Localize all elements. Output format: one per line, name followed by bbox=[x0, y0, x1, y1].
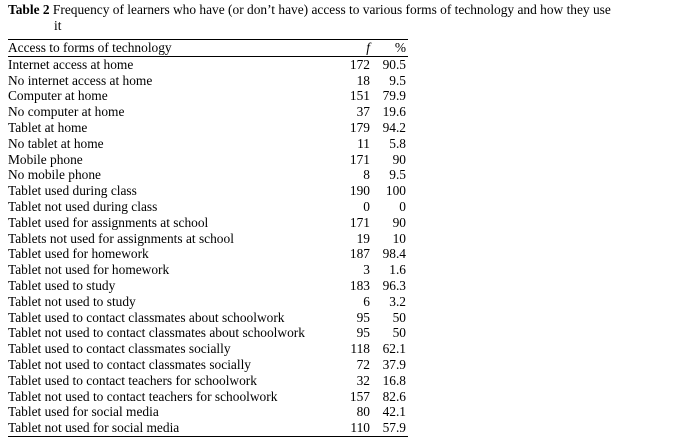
table-row bbox=[8, 420, 408, 436]
table-row bbox=[8, 56, 408, 72]
row-percent: 90.5 bbox=[382, 56, 406, 72]
row-frequency: 179 bbox=[349, 119, 370, 135]
technology-access-table bbox=[8, 39, 408, 437]
table-body bbox=[8, 56, 408, 436]
table-caption-text: Frequency of learners who have (or don’t have) access to various forms of technology and how they use bbox=[52, 2, 611, 17]
row-frequency: 171 bbox=[349, 151, 370, 167]
row-item-label: Tablet at home bbox=[8, 119, 88, 135]
row-percent: 100 bbox=[385, 183, 406, 199]
column-header-percent: % bbox=[394, 40, 406, 55]
table-row bbox=[8, 294, 408, 310]
row-frequency: 171 bbox=[349, 214, 370, 230]
row-percent: 3.2 bbox=[389, 293, 406, 309]
row-item-label: No mobile phone bbox=[8, 167, 101, 183]
row-frequency: 32 bbox=[356, 372, 370, 388]
row-percent: 62.1 bbox=[382, 341, 406, 357]
row-item-label: Tablet used during class bbox=[8, 183, 137, 199]
table-row bbox=[8, 325, 408, 341]
row-item-label: No computer at home bbox=[8, 104, 125, 120]
row-item-label: Tablet not used to contact classmates socially bbox=[8, 356, 251, 372]
row-percent: 90 bbox=[392, 151, 406, 167]
row-percent: 90 bbox=[392, 214, 406, 230]
row-frequency: 118 bbox=[350, 341, 370, 357]
table-caption-label: Table 2 bbox=[8, 2, 50, 17]
row-frequency: 3 bbox=[363, 262, 370, 278]
table-row bbox=[8, 199, 408, 215]
row-frequency: 183 bbox=[349, 277, 370, 293]
row-item-label: Tablet used for homework bbox=[8, 246, 149, 262]
table-row bbox=[8, 152, 408, 168]
table-row bbox=[8, 262, 408, 278]
table-row bbox=[8, 73, 408, 89]
row-frequency: 80 bbox=[356, 404, 370, 420]
row-item-label: Tablet not used to contact classmates about schoolwork bbox=[8, 325, 305, 341]
row-item-label: Tablet used for social media bbox=[8, 404, 159, 420]
table-row bbox=[8, 88, 408, 104]
row-frequency: 8 bbox=[363, 167, 370, 183]
row-frequency: 11 bbox=[357, 135, 370, 151]
row-percent: 98.4 bbox=[382, 246, 406, 262]
row-frequency: 190 bbox=[349, 183, 370, 199]
row-item-label: Computer at home bbox=[8, 88, 108, 104]
row-percent: 0 bbox=[399, 198, 406, 214]
row-percent: 57.9 bbox=[382, 420, 406, 436]
row-item-label: Internet access at home bbox=[8, 56, 134, 72]
table-row bbox=[8, 231, 408, 247]
table-row bbox=[8, 104, 408, 120]
row-frequency: 0 bbox=[363, 198, 370, 214]
table-row bbox=[8, 167, 408, 183]
row-item-label: Tablet not used for social media bbox=[8, 420, 180, 436]
row-percent: 16.8 bbox=[382, 372, 406, 388]
row-percent: 5.8 bbox=[389, 135, 406, 151]
row-item-label: Tablet used to contact classmates about schoolwork bbox=[8, 309, 285, 325]
row-percent: 96.3 bbox=[382, 277, 406, 293]
row-frequency: 172 bbox=[349, 56, 370, 72]
row-percent: 82.6 bbox=[382, 388, 406, 404]
table-row bbox=[8, 373, 408, 389]
row-percent: 9.5 bbox=[389, 72, 406, 88]
row-item-label: Tablet not used during class bbox=[8, 198, 158, 214]
table-row bbox=[8, 120, 408, 136]
row-frequency: 95 bbox=[356, 325, 370, 341]
row-frequency: 19 bbox=[356, 230, 370, 246]
table-row bbox=[8, 341, 408, 357]
table-row bbox=[8, 278, 408, 294]
row-frequency: 110 bbox=[350, 420, 370, 436]
table-row bbox=[8, 404, 408, 420]
table-row bbox=[8, 215, 408, 231]
table-row bbox=[8, 183, 408, 199]
table-caption-text-continued: it bbox=[54, 18, 62, 33]
row-item-label: Tablet not used for homework bbox=[8, 262, 170, 278]
row-percent: 10 bbox=[392, 230, 406, 246]
row-percent: 1.6 bbox=[389, 262, 406, 278]
table-row bbox=[8, 389, 408, 405]
row-percent: 94.2 bbox=[382, 119, 406, 135]
row-percent: 37.9 bbox=[382, 356, 406, 372]
table-caption bbox=[8, 2, 692, 34]
table-row bbox=[8, 310, 408, 326]
row-frequency: 6 bbox=[363, 293, 370, 309]
row-item-label: Tablet not used to contact teachers for schoolwork bbox=[8, 388, 278, 404]
row-percent: 79.9 bbox=[382, 88, 406, 104]
table-header-row bbox=[8, 40, 408, 57]
row-item-label: Tablet used to study bbox=[8, 277, 116, 293]
row-frequency: 18 bbox=[356, 72, 370, 88]
column-header-item: Access to forms of technology bbox=[8, 40, 172, 55]
row-frequency: 72 bbox=[356, 356, 370, 372]
row-percent: 19.6 bbox=[382, 104, 406, 120]
row-item-label: Mobile phone bbox=[8, 151, 83, 167]
row-frequency: 37 bbox=[356, 104, 370, 120]
row-percent: 50 bbox=[392, 325, 406, 341]
row-percent: 9.5 bbox=[389, 167, 406, 183]
row-item-label: No internet access at home bbox=[8, 72, 153, 88]
row-percent: 42.1 bbox=[382, 404, 406, 420]
row-item-label: Tablet not used to study bbox=[8, 293, 136, 309]
table-row bbox=[8, 246, 408, 262]
column-header-frequency: f bbox=[366, 40, 370, 55]
row-percent: 50 bbox=[392, 309, 406, 325]
row-item-label: Tablet used for assignments at school bbox=[8, 214, 209, 230]
row-item-label: Tablet used to contact teachers for schoolwork bbox=[8, 372, 257, 388]
table-row bbox=[8, 357, 408, 373]
row-item-label: Tablet used to contact classmates socially bbox=[8, 341, 231, 357]
table-row bbox=[8, 136, 408, 152]
row-frequency: 187 bbox=[349, 246, 370, 262]
row-frequency: 151 bbox=[349, 88, 370, 104]
row-item-label: Tablets not used for assignments at school bbox=[8, 230, 234, 246]
row-frequency: 157 bbox=[349, 388, 370, 404]
row-frequency: 95 bbox=[356, 309, 370, 325]
row-item-label: No tablet at home bbox=[8, 135, 104, 151]
